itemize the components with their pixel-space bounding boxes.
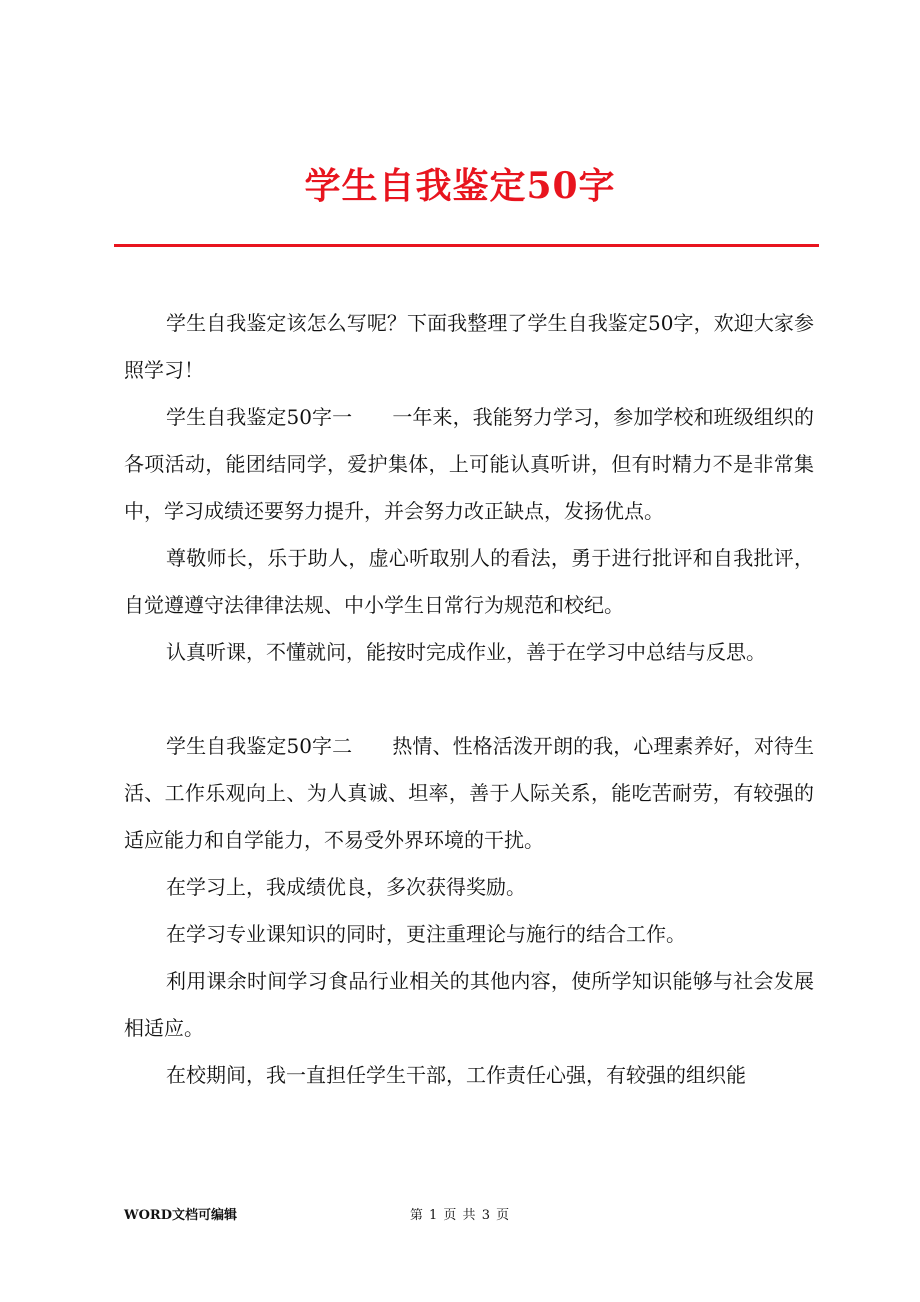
footer-editable-note: WORD文档可编辑 — [124, 1208, 238, 1223]
paragraph-section-two: 学生自我鉴定50字二 热情、性格活泼开朗的我，心理素养好，对待生活、工作乐观向上、为人真诚、坦率，善于人际关系，能吃苦耐劳，有较强的适应能力和自学能力，不易受外界环境的干扰。 — [124, 734, 814, 852]
paragraph: 尊敬师长，乐于助人，虚心听取别人的看法，勇于进行批评和自我批评，自觉遵遵守法律律法规、中小学生日常行为规范和校纪。 — [124, 546, 814, 617]
paragraph: 利用课余时间学习食品行业相关的其他内容，使所学知识能够与社会发展相适应。 — [124, 969, 814, 1040]
paragraph: 在学习专业课知识的同时，更注重理论与施行的结合工作。 — [166, 922, 686, 946]
paragraph: 认真听课，不懂就问，能按时完成作业，善于在学习中总结与反思。 — [166, 640, 766, 664]
paragraph-intro: 学生自我鉴定该怎么写呢？下面我整理了学生自我鉴定50字，欢迎大家参照学习！ — [124, 311, 814, 382]
title-divider — [114, 244, 819, 247]
paragraph-section-one: 学生自我鉴定50字一 一年来，我能努力学习，参加学校和班级组织的各项活动，能团结同学，爱护集体，上可能认真听讲，但有时精力不是非常集中，学习成绩还要努力提升，并会努力改正缺点，发扬优点。 — [124, 405, 814, 523]
paragraph: 在学习上，我成绩优良，多次获得奖励。 — [166, 875, 526, 899]
footer-page-number: 第 1 页 共 3 页 — [409, 1208, 511, 1223]
document-body — [124, 300, 814, 1099]
document-title: 学生自我鉴定50字 — [304, 165, 616, 207]
paragraph: 在校期间，我一直担任学生干部，工作责任心强，有较强的组织能 — [166, 1063, 746, 1087]
